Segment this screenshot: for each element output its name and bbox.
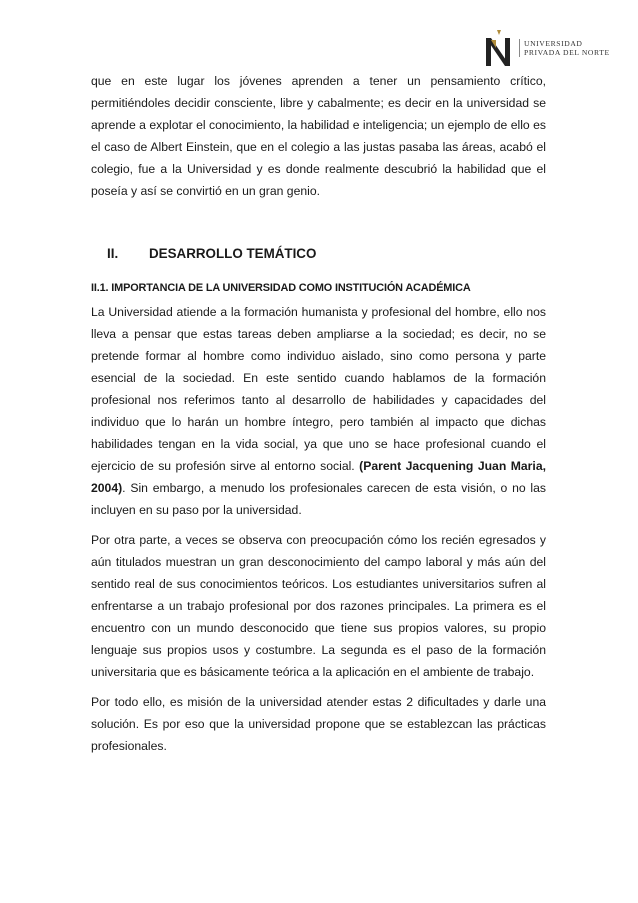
paragraph-1 xyxy=(91,301,546,521)
upn-emblem-icon xyxy=(481,28,515,68)
paragraph-3: Por todo ello, es misión de la universidad atender estas 2 dificultades y darle una solución. Es por eso que la universidad propone que se establezcan las prácticas profesionales. xyxy=(91,695,546,753)
logo-line-2: PRIVADA DEL NORTE xyxy=(524,48,610,57)
section-title: DESARROLLO TEMÁTICO xyxy=(149,246,317,261)
document-body xyxy=(91,70,546,757)
citation: (Parent Jacquening Juan Maria, 2004) xyxy=(91,459,546,495)
subsection-heading: II.1. IMPORTANCIA DE LA UNIVERSIDAD COMO INSTITUCIÓN ACADÉMICA xyxy=(91,282,471,294)
logo-wordmark xyxy=(519,39,610,57)
section-heading xyxy=(107,242,546,266)
section-number: II. xyxy=(107,246,119,261)
paragraph-1-text-after: . Sin embargo, a menudo los profesionales carecen de esta visión, o no las incluyen en su paso por la universidad. xyxy=(91,481,546,517)
logo-line-1: UNIVERSIDAD xyxy=(524,39,583,48)
intro-paragraph: que en este lugar los jóvenes aprenden a tener un pensamiento crítico, permitiéndoles decidir consciente, libre y cabalmente; es decir en la universidad se aprende a explotar el conocimiento, la habilidad e inteligencia; un ejemplo de ello es el caso de Albert Einstein, que en el colegio a las justas pasaba las áreas, acabó el colegio, fue a la Universidad y es donde realmente descubrió la habilidad que el poseía y así se convirtió en un gran genio. xyxy=(91,74,546,198)
university-logo xyxy=(481,26,611,70)
paragraph-2: Por otra parte, a veces se observa con preocupación cómo los recién egresados y aún titulados muestran un gran desconocimiento del campo laboral y más aún del sentido real de sus conocimientos teóricos. Los estudiantes universitarios sufren al enfrentarse a un trabajo profesional por dos razones principales. La primera es el encuentro con un mundo desconocido que tiene sus propios valores, su propio lenguaje sus propios usos y costumbre. La segunda es el paso de la formación universitaria que es básicamente teórica a la aplicación en el ambiente de trabajo. xyxy=(91,533,546,679)
paragraph-1-text-before: La Universidad atiende a la formación humanista y profesional del hombre, ello nos lleva a pensar que estas tareas deben ampliarse a la sociedad; es decir, no se pretende formar al hombre como individuo aislado, sino como persona y parte esencial de la sociedad. En este sentido cuando hablamos de la formación profesional nos referimos tanto al desarrollo de habilidades y capacidades del individuo que lo harán un hombre íntegro, pero también al impacto que dichas habilidades tengan en la vida social, ya que uno se hace profesional cuando el ejercicio de su profesión sirve al entorno social. xyxy=(91,305,546,473)
